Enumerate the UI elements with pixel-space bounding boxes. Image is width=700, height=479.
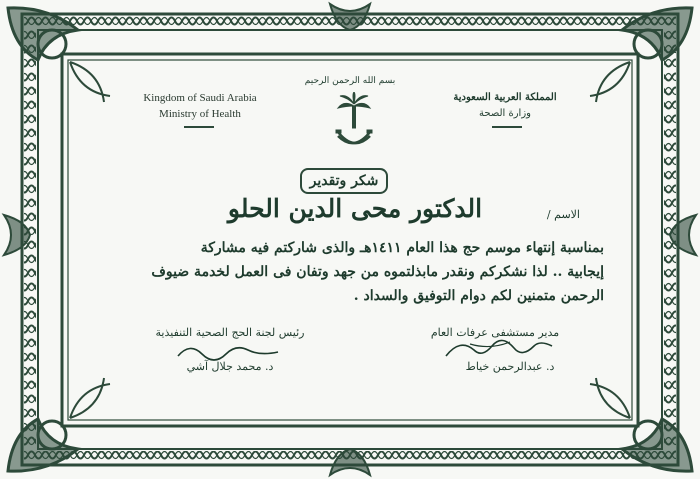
header-ar-kingdom: المملكة العربية السعودية [453, 92, 557, 103]
basmala: بسم الله الرحمن الرحيم [304, 76, 396, 86]
right-signatory-name: د. عبدالرحمن خياط [465, 360, 555, 373]
recipient-label: الاسم / [546, 208, 580, 221]
left-signatory-title: رئيس لجنة الحج الصحية التنفيذية [155, 326, 305, 339]
header-en-kingdom: Kingdom of Saudi Arabia [143, 92, 257, 104]
saudi-emblem-palm-swords-icon [334, 92, 374, 154]
right-signatory-title: مدير مستشفى عرفات العام [430, 326, 560, 339]
body-line-1: بمناسبة إنتهاء موسم حج هذا العام ١٤١١هـ والذى شاركتم فيه مشاركة [200, 240, 604, 256]
body-line-2: إيجابية .. لذا نشكركم ونقدر مابذلتموه من جهد وتفان فى العمل لخدمة ضيوف [151, 264, 604, 280]
recipient-name: الدكتور محى الدين الحلو [227, 194, 483, 223]
body-line-3: الرحمن متمنين لكم دوام التوفيق والسداد . [353, 288, 604, 304]
left-signatory-name: د. محمد جلال آشي [186, 360, 274, 373]
header-en-underline [184, 126, 214, 128]
certificate-title: شكر وتقدير [300, 168, 388, 194]
header-ar-ministry: وزارة الصحة [479, 108, 531, 119]
header-ar-underline [492, 126, 522, 128]
header-en-ministry: Ministry of Health [159, 108, 241, 120]
